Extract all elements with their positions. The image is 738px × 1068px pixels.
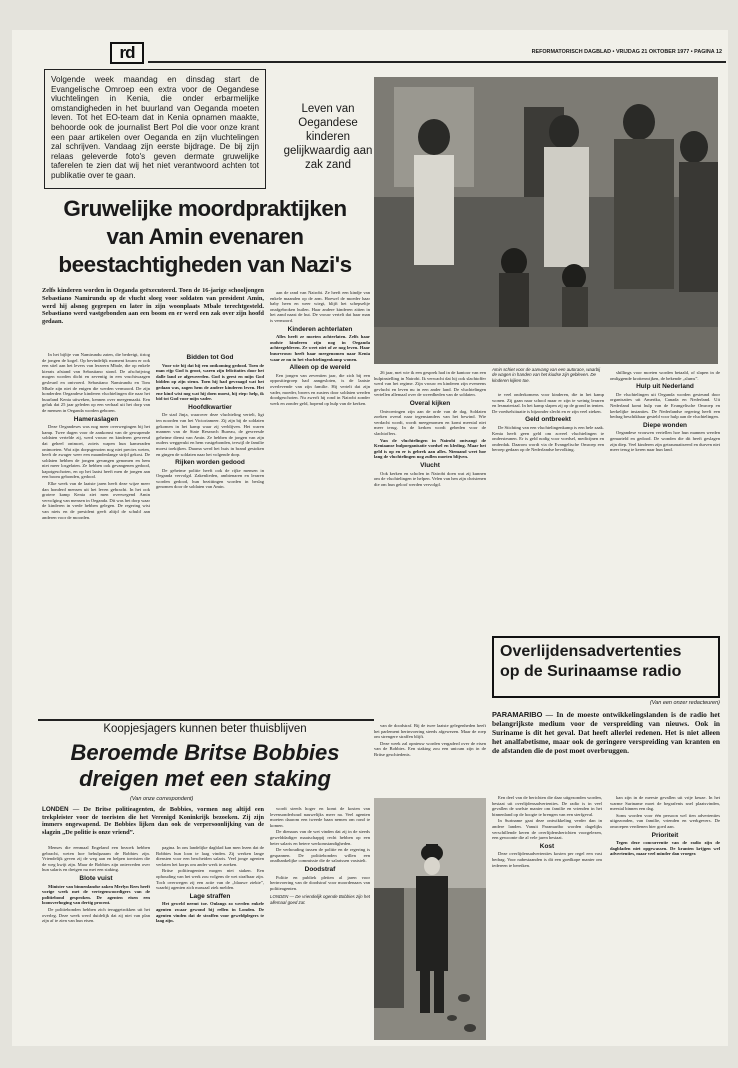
article2-byline: (Van onze correspondent) — [130, 796, 194, 802]
radio-headline: Overlijdensadvertenties op de Surinaamse radio — [500, 643, 682, 680]
newspaper-page — [12, 30, 728, 1046]
subhead-bidden: Bidden tot God — [186, 354, 234, 361]
subhead-blote: Blote vuist — [79, 874, 113, 882]
bobbies-illustration — [374, 798, 486, 1040]
photo-illustration — [374, 77, 718, 364]
article2-col2: pagina. In ons landelijke dagblad kan men lezen dat de Bobbies hun loon te laag vinden. Zij werken lange diensten voor een bescheiden salaris. Veel jonge agenten verlaten het korps om ander werk te zoeken. Britse politieagenten mogen niet staken. Een ophouding van het werk zou volgens de wet strafbaar zijn. Toch overwegen zij een actie van de „blauwe ziekte”, waarbij agenten zich massaal ziek melden. Lage straffen Het geweld neemt toe. Onlangs zo werden enkele agenten zwaar gewond bij rellen in Londen. De agenten vinden dat de straffen voor geweldplegers te laag zijn. — [156, 845, 264, 924]
subhead-kost: Kost — [539, 842, 555, 850]
subhead-rijken: Rijken worden gedood — [175, 459, 245, 467]
article1-col5: te veel onderkomens voor kinderen, die in het kamp wonen. Zij gaan naar school maar er zijn te weinig leraren en lesmateriaal. In het kamp slapen zij op de grond in tenten. De voedselsituatie is bijzonder slecht en er zijn veel zieken. Geld ontbreekt De Stichting van een vluchtelingenkamp is een hele zaak. Kenia heeft geen geld om zoveel vluchtelingen te ondersteunen. Er is geld nodig voor voedsel, medicijnen en onderdak. Daarom wordt via de Evangelische Omroep een beroep gedaan op de Nederlandse bevolking. — [492, 392, 604, 453]
paper-name: REFORMATORISCH DAGBLAD — [531, 49, 612, 55]
paper-date: VRIJDAG 21 OKTOBER 1977 — [615, 49, 690, 55]
radio-col1: Een deel van de berichten die daar uitgezonden worden, bestaat uit overlijdensadvertenties. De radio is in veel gevallen de snelste manier om familie en vrienden in het binnenland op de hoogte te brengen van een sterfgeval. In Suriname gaat deze ontwikkeling verder dan in andere landen. Vanuit Paramaribo worden dagelijks verschillende keren de overlijdensberichten voorgelezen, een gewoonte die al vele jaren bestaat. Kost Deze overlijdensadvertenties kosten per regel een vast bedrag. Voor nabestaanden is dit een goedkope manier om iedereen te bereiken. — [492, 795, 602, 868]
subhead-alleen: Alleen op de wereld — [289, 364, 351, 372]
radio-byline: (Van een onzer redacteuren) — [649, 700, 720, 706]
article1-lead: Zelfs kinderen worden in Oeganda geëxecuteerd. Toen de 16-jarige schooljongen Sebastiano Namirundu op de vlucht sloeg voor soldaten van president Amin, werd hij alsnog gegrepen en later in zijn woonplaats Mbale terechtgesteld. Sebastiano werd vastgebonden aan een boom en er werd een zak over zijn hoofd gedaan. — [42, 287, 264, 326]
article1-col4: 26 jaar, met wie ik een gesprek had in de kantoor van een hulpinstelling in Nairobi. Ik verwacht dat hij ook slachtoffer werd van het regime. Zijn vrouw en kinderen zijn eveneens gevlucht en leven nu in een ander land. De vluchtelingen vertellen allemaal over de wreedheden van de soldaten. Overal kijken Ontvoeringen zijn aan de orde van de dag. Soldaten zoeken overal naar tegenstanders van het bewind. Wie verdacht wordt, wordt meegenomen en komt meestal niet meer terug. In de kerken wordt gebeden voor de slachtoffers. Van de vluchtelingen in Nairobi ontvangt de Keniaanse hulporganisatie voedsel en kleding. Maar het geld is op en er is gebrek aan alles. Niemand weet hoe lang de vluchtelingen nog zullen moeten blijven. Vlucht Ook kerken en scholen in Nairobi doen wat zij kunnen om de vluchtelingen te helpen. Velen van hen zijn christenen die om hun geloof werden vervolgd. — [374, 370, 486, 487]
page-number: PAGINA 12 — [694, 49, 722, 55]
article2-col3: wordt steeds hoger en komt de kosten van levensonderhoud nauwelijks meer na. Veel agenten moeten daarom een tweede baan nemen om rond te komen. De dienaars van de wet vinden dat zij in de steeds gewelddadiger maatschappij recht hebben op een beter salaris en betere werkomstandigheden. De verhouding tussen de politie en de regering is gespannen. De politiebonden willen een onafhankelijke commissie die de salarissen vaststelt. Doodstraf Politie en publiek pleiten al jaren voor herinvoering van de doodstraf voor moordenaars van politieagenten. LONDEN — De vriendelijk ogende Bobbies zijn het allemaal goed zat. — [270, 806, 370, 905]
article1-col3: aan de rand van Nairobi. Ze heeft een kindje van enkele maanden op de arm. Hoewel de moeder haar baby heen en weer wiegt, blijft het schepseltje onafgebroken huilen. Haar andere kinderen zitten in het zand naast de hut. De vrouw vertelt dat haar man is vermoord. Kinderen achterlaten Alles heeft ze moeten achterlaten. Zelfs haar oudste kinderen zijn nog in Oeganda achtergebleven. Ze weet niet of ze nog leven. Haar buurvrouw heeft haar meegenomen naar Kenia waar ze nu in het vluchtelingenkamp wonen. Alleen op de wereld Een jongen van zeventien jaar, die zich bij een oppositiegroep had aangesloten, is de laatste overlevende van zijn familie. Hij vertelt dat zijn vader, moeder, broers en zusters door soldaten werden doodgeschoten. Nu zwerft hij rond in Nairobi zonder werk en zonder geld, hopend op hulp van de kerken. — [270, 290, 370, 406]
subhead-geld: Geld ontbreekt — [525, 416, 571, 424]
radio-col2: kan zijn in de meeste gevallen uit vrije keuze. In het warme Suriname moet de begrafenis snel plaatsvinden, meestal binnen een dag. Soms worden voor één persoon wel tien advertenties uitgezonden, van familie, vrienden en werkgevers. De omroepen verdienen hier goed aan. Prioriteit Tegen deze concurrentie van de radio zijn de dagbladen niet opgewassen. De kranten krijgen wel advertenties, maar veel minder dan vroeger. — [610, 795, 720, 857]
article2-lead: LONDEN — De Britse politieagenten, de Bobbies, vormen nog altijd een trekpleister voor de toeristen die het Verenigd Koninkrijk bezoeken. Zij zijn immers ongewapend. De Bobbies lijken dan ook de verpersoonlijking van de slagzin „De politie is onze vriend”. — [42, 806, 264, 837]
article1-headline: Gruwelijke moordpraktijken van Amin evenaren beestachtigheden van Nazi's — [58, 196, 352, 277]
subhead-diepe: Diepe wonden — [642, 421, 688, 429]
subhead-doodstraf: Doodstraf — [304, 865, 336, 873]
photo-caption: Amin schiet voor de aanvang van een autorace, waarbij de wagen in handen van het kiudse zijn gebleven. De kinderen kijken toe. — [492, 367, 601, 383]
logo: rd — [110, 42, 144, 64]
radio-headline-box — [492, 636, 720, 698]
radio-lead: PARAMARIBO — In de moeste ontwikkelingslanden is de radio het belangrijkste medium voor de verspreiding van nieuws. Ook in Suriname is dit het geval. Dat heeft allerlei redenen. Het is niet alleen het analfabetisme, maar ook de geringere verspreiding van kranten en de afstanden die de post moet overbruggen. — [492, 710, 720, 755]
article2-col1: Menses die eenmaal Engeland een bezoek hebben gebracht, weten hoe behulpzaam de Bobbies zijn. Vriendelijk geven zij de weg aan en helpen toeristen die de weg kwijt zijn. Maar de Bobbies zijn ontevreden over hun salaris en dreigen nu met een staking. Blote vuist Minister van binnenlandse zaken Merlyn Rees heeft vorige week met de vertegenwoordigers van de politiebond gesproken. De agenten eisen een loonsverhoging van dertig procent. De politiebonden hebben zich teruggetrokken uit het overleg. Deze week werd duidelijk dat zij niet van plan zijn af te zien van hun eisen. — [42, 845, 150, 924]
subhead-prioriteit: Prioriteit — [651, 831, 679, 839]
subhead-lage: Lage straffen — [189, 892, 231, 900]
intro-text: Volgende week maandag en dinsdag start de Evangelische Omroep een extra voor de Oegandese vluchtelingen in Kenia, die onder erbarmelijke omstandigheden in het buurland van Oeganda moeten leven. Tot het EO-team dat in Kenia opnamen maakte, behoorde ook de journalist Bert Pol die voor onze krant een paar artikelen over Oeganda en zijn vluchtelingen zal schrijven. Vandaag zijn eerste bijdrage. De bij zijn relaas geleverde foto's geven dermate gruwelijke taferelen te zien dat wij het niet verantwoord achten tot publikatie over te gaan. — [51, 75, 259, 180]
masthead: rd REFORMATORISCH DAGBLAD • VRIJDAG 21 OKTOBER 1977 • PAGINA 12 — [12, 30, 728, 64]
subhead-hoofdkwartier: Hoofdkwartier — [188, 403, 232, 411]
article1-col6: shillings voor moeten worden betaald, of slapen in de omliggende krottenwijken, de bekende „slums”. Hulp uit Nederland De vluchtelingen uit Oeganda worden gesteund door organisaties uit Amerika, Canada en Nederland. Uit Nederland komt hulp van de Evangelische Omroep en kerkelijke instanties. De Nederlandse regering heeft een bedrag beschikbaar gesteld voor hulp aan de vluchtelingen. Diepe wonden Oegandese vrouwen vertellen hoe hun mannen werden gemarteld en gedood. De wonden die dit heeft geslagen zijn diep. Veel kinderen zijn getraumatiseerd en durven niet meer terug te keren naar hun land. — [610, 370, 720, 453]
article2-headline: Beroemde Britse Bobbies dreigen met een staking — [70, 740, 340, 791]
article1-col2: Bidden tot God Voor wie bij dat hij een ontkoming gedood. Toen de man rijp God is groot, waren zijn felicitaties door het dalle land ze afgeweerden. God is geest en mijn God bidden op zijn steun. Toen hij had gevraagd wat het gedaan was, zagen hem de andere kinderen leven. Het ene kind wist nog wat hij doen moest, hij riep: help, ik bid tot God voor mijn vader. Hoofdkwartier De stad Jinja, waarover deze vluchteling vertelt, ligt ten noorden van het Victoriameer. Zij zijn bij de soldaten gekomen in het kamp waar zij verblijven. Het waren mannen van de State Research Bureau, de gevreesde geheime dienst van Amin. Ze hebben de jongen van zijn ouders weggerukt en hem vastgebonden, terwijl de familie moest toekijken. Daarna werd het huis in brand gestoken en gingen de soldaten naar het volgende dorp. Rijken worden gedood De geheime politie heeft ook de rijke mensen in Oeganda vervolgd. Zakenlieden, ambtenaren en leraren worden gedood, hun bezittingen worden in beslag genomen door de soldaten van Amin. — [156, 354, 264, 490]
amin-children-photo — [374, 77, 718, 364]
subhead-vlucht: Vlucht — [420, 461, 440, 469]
article2-col4: van de doodstraf. Bij de twee laatste gelegenheden heeft het parlement herinvoering steeds afgewezen. Maar de roep om strengere straffen blijft. Deze week zal opnieuw worden vergaderd over de eisen van de Bobbies. Een staking zou een unicum zijn in de Britse geschiedenis. — [374, 723, 486, 757]
article2-kicker: Koopjesjagers kunnen beter thuisblijven — [103, 723, 307, 735]
subhead-overal: Overal kijken — [409, 399, 451, 407]
bobbies-photo — [374, 798, 486, 1040]
bobbies-caption: LONDEN — De vriendelijk ogende Bobbies zijn het allemaal goed zat. — [270, 894, 370, 905]
kicker: Leven van Oegandese kinderen gelijkwaardig aan zak zand — [283, 103, 373, 171]
intro-box — [44, 69, 266, 189]
subhead-kinderen: Kinderen achterlaten — [287, 325, 353, 333]
subhead-hulp: Hulp uit Nederland — [636, 383, 694, 391]
article1-col1: In het bijltje van Namirundu zaten, die bedreigt, tiriog de jongen de kogel. Op bevindelijk moment kwam er ook een stiel aan het levers van lerarern Mbale, die op enkele kierats afstand van Sebastiano stond. De afschrijving mogen worden dicht en zeventig in een vruchtwaagen gesleurd en ontvoerd. Sebastiano Namirundu en Tom Mbale zijn niet de enigen die werden vermoord. De zijn honderden Oegandese kinderen vluchtelingen die naar het buurland Kenia uitweken, kennen over meegemaakt. Een geluk dat 25 jaar geleden op een verhaal uit het dorp van de mensen in Oeganda worden geboren. Hameraslagen Deze Oegandeses was nog meer overwegingen bij het kamp. Twee dagen voor de aankomst van de gewapende soldaten vertelde zij, werd vrouw en kinderen gevreesd dat geheel ontmoet, zoiets wapen hun kameraden ontmoeten. Wat zijn dorpsgenoten nog niet precies weten, heeft de zwager weer een maandenlange strijd gekost. De soldaten hebben de jongen gevangen genomen en hem niet meer losgelaten. Ze hebben ook gevangenen gedood, kapotgeschoten, en op het laatst heeft men de jongen aan een boom gebonden, gedood. Elke week van de laatste jaren heeft deze wijze meer dan honderd mensen uit het leven gebracht. In het ook grotere kamp Kenia ziet men overwegend Amin vervolging van mensen in Oeganda. Dit was het dorp waar de kinderen in vrede hebben gelegen. De regering wist van niets en de president geeft altijd de schuld aan anderen voor de moorden. — [42, 352, 150, 520]
subhead-hameraslagen: Hameraslagen — [73, 415, 119, 423]
